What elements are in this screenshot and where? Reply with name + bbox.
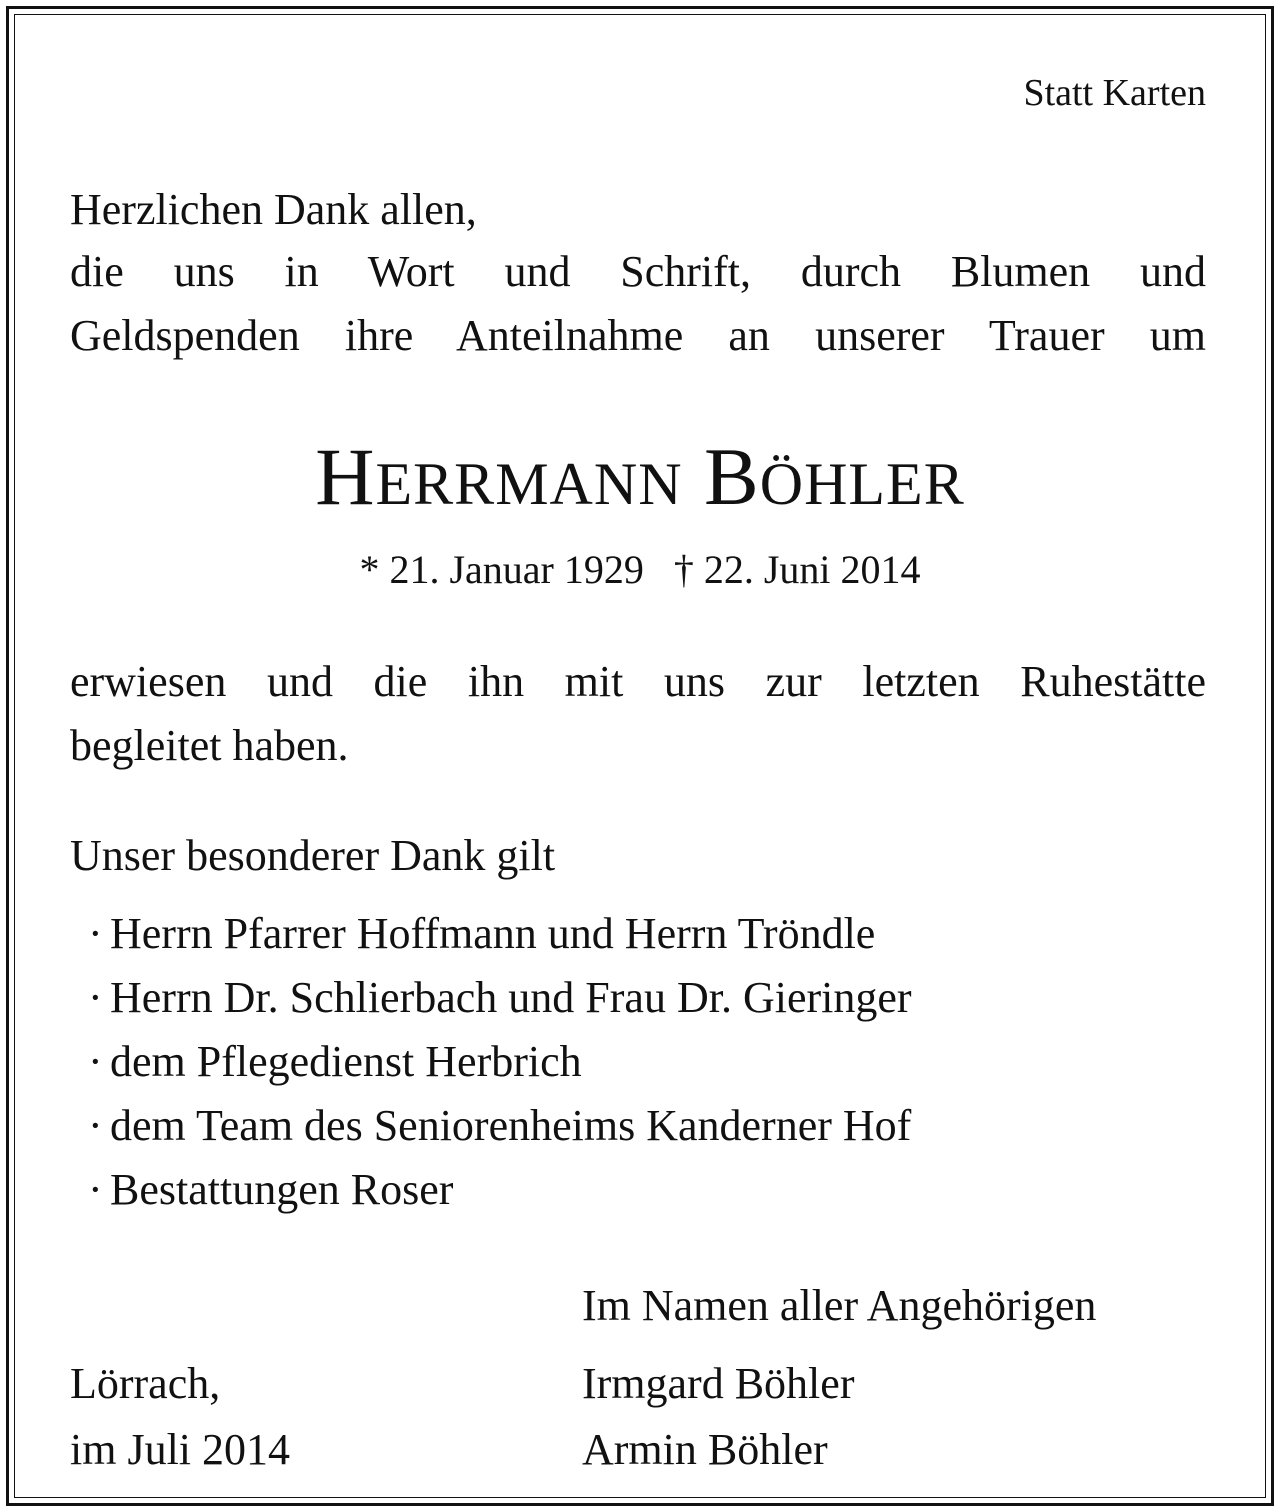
on-behalf-line: Im Namen aller Angehörigen (582, 1281, 1097, 1330)
bullet-dot: · (88, 1165, 103, 1214)
last-name-initial: B (704, 431, 760, 522)
thanks-heading: Unser besonderer Dank gilt (70, 831, 556, 880)
death-date: † 22. Juni 2014 (673, 547, 921, 592)
life-dates (0, 547, 1280, 592)
birth-date: * 21. Januar 1929 (359, 547, 644, 592)
thanks-list-item: · Bestattungen Roser (88, 1165, 454, 1214)
bullet-dot: · (88, 973, 103, 1022)
intro-line-3: Geldspenden ihre Anteilnahme an unserer Trauer um (70, 311, 1206, 360)
thanks-list-item: · dem Pflegedienst Herbrich (88, 1037, 582, 1086)
bullet-dot: · (88, 1101, 103, 1150)
bullet-dot: · (88, 909, 103, 958)
thanks-list-item: · Herrn Pfarrer Hoffmann und Herrn Tröndle (88, 909, 876, 958)
last-name-rest: ÖHLER (759, 451, 965, 517)
place: Lörrach, (70, 1359, 221, 1408)
closing-line-1: erwiesen und die ihn mit uns zur letzten Ruhestätte (70, 657, 1206, 706)
statt-karten-label: Statt Karten (1023, 72, 1206, 114)
date: im Juli 2014 (70, 1425, 291, 1474)
signatory-name: Armin Böhler (582, 1425, 828, 1474)
deceased-name (0, 431, 1280, 522)
intro-line-1: Herzlichen Dank allen, (70, 185, 477, 234)
closing-line-2: begleitet haben. (70, 721, 349, 770)
signatory-name: Irmgard Böhler (582, 1359, 855, 1408)
bullet-dot: · (88, 1037, 103, 1086)
first-name-rest: ERRMANN (375, 451, 683, 517)
thanks-list-item: · Herrn Dr. Schlierbach und Frau Dr. Gieringer (88, 973, 912, 1022)
thanks-list-item: · dem Team des Seniorenheims Kanderner Hof (88, 1101, 912, 1150)
intro-line-2: die uns in Wort und Schrift, durch Blumen und (70, 247, 1206, 296)
first-name-initial: H (315, 431, 376, 522)
